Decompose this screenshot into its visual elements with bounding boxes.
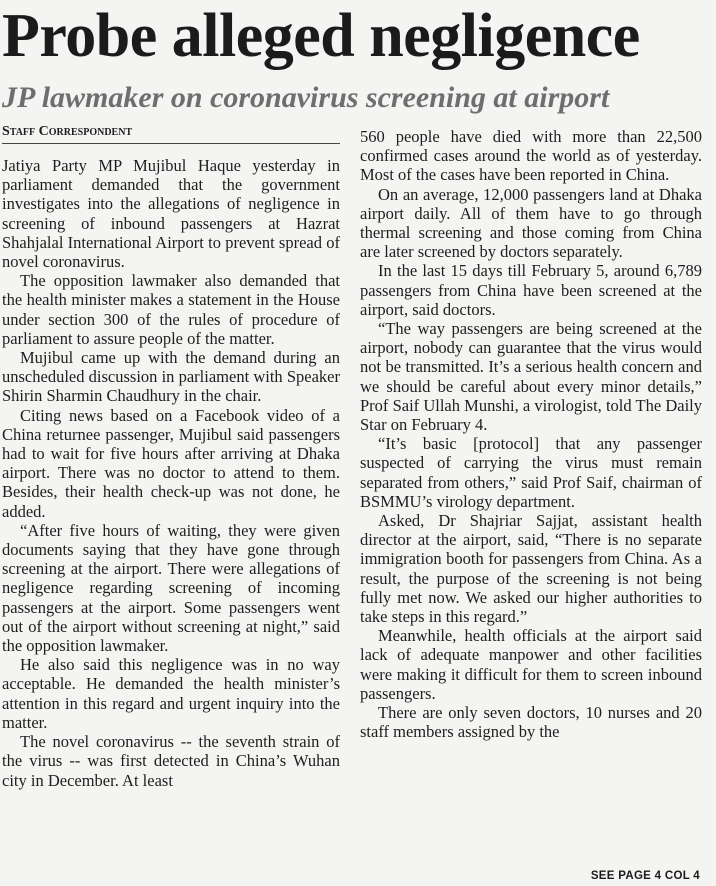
paragraph: Meanwhile, health officials at the airport said lack of adequate manpower and other facilities were making it difficult for them to screen inbound passengers. [360, 626, 702, 703]
paragraph: “After five hours of waiting, they were given documents saying that they have gone through screening at the airport. There were allegations of negligence regarding screening of incoming passengers at the airport. Some passengers went out of the airport without screening at night,” said the opposition lawmaker. [2, 520, 340, 656]
paragraph: Asked, Dr Shajriar Sajjat, assistant health director at the airport, said, “There is no separate immigration booth for passengers from China. As a result, the purpose of the screening is not being fully met now. We asked our higher authorities to take steps in this regard.” [360, 511, 702, 627]
article-column-2 [360, 127, 702, 742]
paragraph: The opposition lawmaker also demanded that the health minister makes a statement in the House under section 300 of the rules of procedure of parliament to assure people of the matter. [2, 271, 340, 348]
paragraph: “The way passengers are being screened at the airport, nobody can guarantee that the virus would not be transmitted. It’s a serious health concern and we should be careful about every minor details,” Prof Saif Ullah Munshi, a virologist, told The Daily Star on February 4. [360, 319, 702, 435]
paragraph: Mujibul came up with the demand during an unscheduled discussion in parliament with Speaker Shirin Sharmin Chaudhury in the chair. [2, 348, 340, 406]
paragraph: The novel coronavirus -- the seventh strain of the virus -- was first detected in China’s Wuhan city in December. At least [2, 732, 340, 790]
byline: Staff Correspondent [2, 124, 340, 144]
paragraph: He also said this negligence was in no way acceptable. He demanded the health minister’s attention in this regard and urgent inquiry into the matter. [2, 655, 340, 732]
continued-on-page-reference: SEE PAGE 4 COL 4 [590, 870, 700, 882]
paragraph: 560 people have died with more than 22,500 confirmed cases around the world as of yesterday. Most of the cases have been reported in China. [360, 127, 702, 185]
article-column-1 [2, 156, 340, 790]
paragraph: “It’s basic [protocol] that any passenger suspected of carrying the virus must remain separated from others,” said Prof Saif, chairman of BSMMU’s virology department. [360, 434, 702, 511]
paragraph: There are only seven doctors, 10 nurses and 20 staff members assigned by the [360, 703, 702, 742]
paragraph: In the last 15 days till February 5, around 6,789 passengers from China have been screened at the airport, said doctors. [360, 261, 702, 319]
headline: Probe alleged negligence [2, 2, 640, 70]
paragraph: On an average, 12,000 passengers land at Dhaka airport daily. All of them have to go through thermal screening and those coming from China are later screened by doctors separately. [360, 184, 702, 262]
paragraph: Citing news based on a Facebook video of a China returnee passenger, Mujibul said passengers had to wait for five hours after arriving at Dhaka airport. There was no doctor to attend to them. Besides, their health check-up was not done, he added. [2, 405, 340, 521]
paragraph: Jatiya Party MP Mujibul Haque yesterday in parliament demanded that the government investigates into the allegations of negligence in screening of inbound passengers at Hazrat Shahjalal International Airport to prevent spread of novel coronavirus. [2, 156, 340, 272]
subheadline: JP lawmaker on coronavirus screening at airport [2, 81, 610, 114]
